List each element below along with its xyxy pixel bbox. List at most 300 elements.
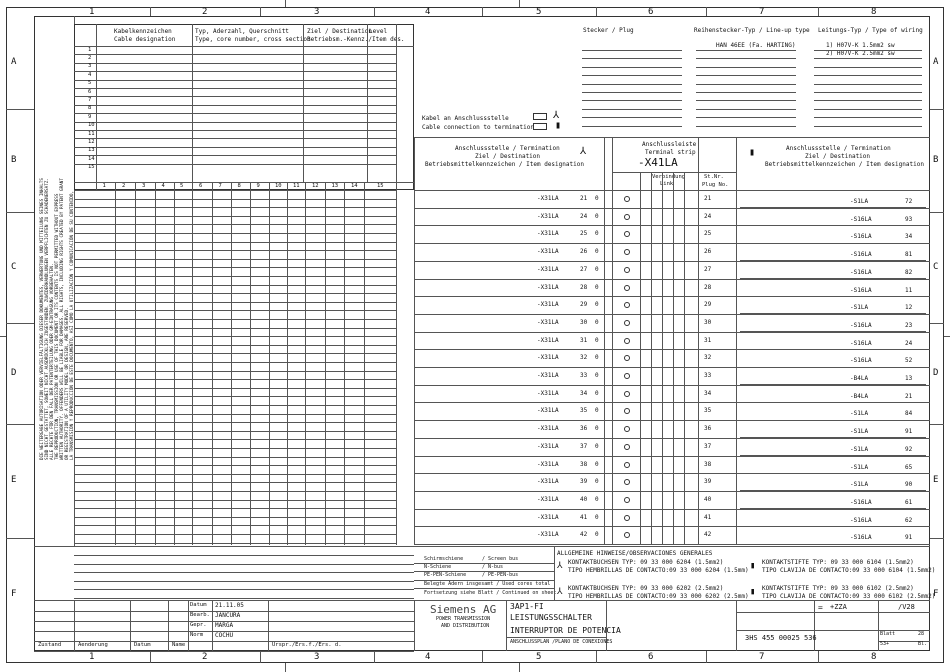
bottom-row xyxy=(74,598,414,599)
left-terminal-number: 29 xyxy=(580,301,588,309)
rule-line xyxy=(673,172,674,545)
cable-row-line xyxy=(74,155,396,156)
rule-line xyxy=(414,588,554,589)
socket-symbol-icon: ⅄ xyxy=(557,587,563,597)
right-underline xyxy=(740,260,926,261)
rule-line xyxy=(96,24,97,190)
term-header-top xyxy=(414,137,930,138)
drawing-number: 3HS 455 00025 536 xyxy=(745,634,817,642)
grid-row-label: E xyxy=(11,475,17,485)
terminal-circle xyxy=(624,373,630,379)
bottom-row xyxy=(74,581,414,582)
cable-grid-row xyxy=(74,405,396,406)
rule-line xyxy=(698,137,699,545)
datum-label: Datum xyxy=(190,602,207,608)
left-terminal-number: 26 xyxy=(580,248,588,256)
grid-tick xyxy=(6,424,34,425)
equip-value: +ZZA xyxy=(830,603,847,611)
cable-grid-row xyxy=(74,233,396,234)
right-underline xyxy=(740,296,926,297)
cable-col-number: 12 xyxy=(312,183,319,189)
cable-col-number: 9 xyxy=(256,183,260,189)
cable-col-number: 11 xyxy=(293,183,300,189)
title-line: INTERRUPTOR DE POTENCIA xyxy=(510,626,621,635)
norm-label: Norm xyxy=(190,632,204,638)
rule-line xyxy=(612,137,613,545)
left-item-designation: -X31LA xyxy=(537,531,559,539)
grid-tick xyxy=(706,7,707,16)
center-mark xyxy=(0,336,6,337)
plug-line xyxy=(696,58,796,59)
zustand-label: Zustand xyxy=(38,642,62,648)
wiring-header: Leitungs-Typ / Type of wiring xyxy=(818,27,923,34)
norm-value: COCHU xyxy=(215,632,234,639)
legend-kabel: Kabel an Anschlussstelle xyxy=(422,115,509,122)
bottom-row xyxy=(74,572,414,573)
note: TIPO CLAVIJA DE CONTACTO:09 33 000 6102 (2.5mm2) xyxy=(762,593,936,600)
terminal-number: 26 xyxy=(704,248,712,256)
left-item-designation: -X31LA xyxy=(537,407,559,415)
cable-grid-row xyxy=(74,517,396,518)
used-cores-label: Belegte Adern insgesamt / Used cores total xyxy=(424,581,551,587)
rule-line xyxy=(268,600,269,651)
left-terminal-number: 24 xyxy=(580,212,588,220)
cable-row-number: 10 xyxy=(88,122,95,129)
blatt-value: 28 xyxy=(918,631,925,637)
right-terminal-number: 93 xyxy=(905,215,913,223)
cable-grid-row xyxy=(74,207,396,208)
plug-line xyxy=(814,67,922,68)
bearb-label: Bearb. xyxy=(190,612,210,618)
pe-bus-label: PE-PEN-Schiene xyxy=(424,572,467,578)
terminal-circle xyxy=(624,515,630,521)
socket-symbol-icon: ⅄ xyxy=(553,110,560,121)
pin-symbol-icon: ▮ xyxy=(555,120,562,131)
cable-grid-row xyxy=(74,431,396,432)
terminal-number: 40 xyxy=(704,495,712,503)
grid-tick xyxy=(260,7,261,16)
grid-row-label: F xyxy=(933,588,939,599)
terminal-circle xyxy=(624,462,630,468)
rule-line xyxy=(396,182,397,545)
cable-col-number: 4 xyxy=(161,183,165,189)
cable-grid-row xyxy=(74,448,396,449)
aenderung-label: Aenderung xyxy=(78,642,108,648)
terminal-number: 30 xyxy=(704,318,712,326)
legal-note-line: OR REGISTRATION OF A UTILITY MODEL OR DESIGN, ARE RESERVED. xyxy=(65,307,70,460)
cable-grid-row xyxy=(74,457,396,458)
division: POWER TRANSMISSION xyxy=(436,616,491,622)
rule-line xyxy=(188,600,189,651)
grid-col-label: 4 xyxy=(425,652,431,662)
left-terminal-number: 28 xyxy=(580,283,588,291)
grid-tick xyxy=(150,7,151,16)
grid-row-label: C xyxy=(933,261,939,272)
cable-row-line xyxy=(74,71,396,72)
grid-tick xyxy=(374,7,375,16)
right-terminal-number: 84 xyxy=(905,410,913,418)
grid-tick xyxy=(930,323,944,324)
rule-line xyxy=(736,612,930,613)
cable-col-number: 6 xyxy=(199,183,203,189)
cable-grid-row xyxy=(74,465,396,466)
right-terminal-number: 13 xyxy=(905,375,913,382)
terminal-circle xyxy=(624,338,630,344)
cable-col-number: 5 xyxy=(180,183,184,189)
terminal-number: 34 xyxy=(704,389,712,397)
plug-line xyxy=(814,58,922,59)
right-terminal-number: 91 xyxy=(905,428,913,436)
cable-grid-row xyxy=(74,242,396,243)
cable-designation-header: Cable designation xyxy=(114,36,176,43)
note: KONTAKTBUCHSEN TYP: 09 33 000 6204 (1.5mm2) xyxy=(568,559,724,566)
left-digit: 0 xyxy=(595,478,599,486)
cable-grid-row xyxy=(74,396,396,397)
cable-col-number: 2 xyxy=(122,183,126,189)
plug-line xyxy=(696,75,796,76)
grid-tick xyxy=(596,651,597,663)
plug-line xyxy=(814,50,922,51)
bottom-row xyxy=(74,589,414,590)
terminal-number: 33 xyxy=(704,372,712,379)
cable-row-line xyxy=(74,105,396,106)
note: KONTAKTBUCHSEN TYP: 09 33 000 6202 (2.5mm2) xyxy=(568,585,724,592)
rule-line xyxy=(604,137,605,545)
right-terminal-number: 72 xyxy=(905,198,913,205)
cable-col-number: 13 xyxy=(331,183,339,189)
cable-row-line xyxy=(74,138,396,139)
cable-grid-row xyxy=(74,388,396,389)
destination-header: Betriebsm.-Kennz./Item des. xyxy=(307,36,405,43)
terminal-circle xyxy=(624,444,630,450)
left-item-designation: -X31LA xyxy=(537,283,559,291)
right-terminal-number: 82 xyxy=(905,268,913,276)
grid-tick xyxy=(930,424,944,425)
grid-col-label: 5 xyxy=(536,652,542,662)
right-terminal-number: 24 xyxy=(905,339,913,347)
right-underline xyxy=(740,331,926,332)
left-item-designation: -X31LA xyxy=(537,248,559,256)
plug-line xyxy=(696,117,796,118)
cable-grid-row xyxy=(74,508,396,509)
plug-line xyxy=(814,117,922,118)
terminal-strip-header: Terminal strip xyxy=(645,149,696,156)
right-item-designation: -S16LA xyxy=(850,251,872,259)
right-terminal-number: 92 xyxy=(905,445,913,453)
sheet-ref: /V28 xyxy=(898,603,915,611)
left-digit: 0 xyxy=(595,283,599,291)
rule-line xyxy=(506,600,507,651)
right-item-designation: -S16LA xyxy=(850,534,872,542)
grid-row-label: B xyxy=(11,154,17,165)
wiring-value: 1) H07V-K 1.5mm2 sw xyxy=(826,42,895,49)
cable-row-line xyxy=(74,63,396,64)
grid-tick xyxy=(930,538,944,539)
left-digit: 0 xyxy=(595,495,599,503)
rule-line xyxy=(414,600,415,651)
rule-line xyxy=(367,24,368,182)
cable-grid-row xyxy=(74,543,396,544)
cable-row-line xyxy=(74,96,396,97)
right-item-designation: -S1LA xyxy=(850,198,869,205)
center-mark xyxy=(519,663,520,672)
rule-line xyxy=(130,600,131,651)
left-terminal-number: 36 xyxy=(580,425,588,433)
cable-grid-row xyxy=(74,379,396,380)
legal-note-line: THE REPRODUCTION, TRANSMISSION OR USE OF THIS DOCUMENT OR ITS CONTENTS IS NOT PERMITTED WITHOUT EXPRESS xyxy=(55,193,60,460)
continued-label: Fortsetzung siehe Blatt / Continued on sheet xyxy=(424,590,557,596)
right-underline xyxy=(740,473,926,474)
note: TIPO HEMBRILLAS DE CONTACTO:09 33 000 6204 (1.5mm) xyxy=(568,567,749,574)
right-terminal-number: 61 xyxy=(905,498,913,506)
cable-row-line xyxy=(74,122,396,123)
grid-row-label: B xyxy=(933,154,939,165)
right-underline xyxy=(740,455,926,456)
terminal-circle xyxy=(624,497,630,503)
right-item-designation: -S16LA xyxy=(850,215,872,223)
rule-line xyxy=(878,600,879,651)
plug-line xyxy=(814,126,922,127)
cable-grid-row xyxy=(74,199,396,200)
right-item-designation: -S16LA xyxy=(850,339,872,347)
title-row xyxy=(34,600,414,601)
right-terminal-number: 11 xyxy=(905,286,913,294)
cable-row-number: 2 xyxy=(88,54,92,61)
bottom-top xyxy=(34,546,930,547)
plug-line xyxy=(582,92,682,93)
right-item-designation: -S16LA xyxy=(850,286,872,294)
rule-line xyxy=(612,172,736,173)
cable-row-number: 3 xyxy=(88,63,92,70)
left-terminal-number: 27 xyxy=(580,265,588,273)
center-mark xyxy=(285,0,286,7)
socket-symbol-icon: ⅄ xyxy=(580,146,587,157)
drawing-code: 3AP1-FI xyxy=(510,602,544,611)
plug-line xyxy=(814,92,922,93)
destination-header: Ziel / Destination xyxy=(307,28,373,35)
rule-line xyxy=(684,172,685,545)
level-header: Level xyxy=(369,28,388,35)
cable-grid-row xyxy=(74,371,396,372)
left-digit: 0 xyxy=(595,265,599,273)
cable-col-number: 10 xyxy=(275,183,282,189)
plug-line xyxy=(582,50,682,51)
subtitle: ANSCHLUSSPLAN /PLANO DE CONEXIONES xyxy=(510,639,613,645)
rule-line xyxy=(192,24,193,182)
link-header: Verbindung xyxy=(652,174,686,180)
rule-line xyxy=(74,182,414,183)
grid-col-label: 7 xyxy=(759,652,765,662)
legend-box-closed xyxy=(533,123,547,130)
terminal-circle xyxy=(624,285,630,291)
right-terminal-number: 23 xyxy=(905,321,913,329)
left-digit: 0 xyxy=(595,389,599,397)
terminal-number: 32 xyxy=(704,354,712,362)
right-terminal-number: 21 xyxy=(905,392,913,400)
rule-line xyxy=(640,172,641,545)
right-underline xyxy=(740,420,926,421)
left-item-designation: -X31LA xyxy=(537,389,559,397)
grid-row-label: A xyxy=(933,56,939,67)
right-terminal-number: 81 xyxy=(905,251,913,259)
cable-col-number: 1 xyxy=(102,183,106,189)
terminal-number: 27 xyxy=(704,265,712,273)
rule-line xyxy=(414,571,554,572)
left-item-designation: -X31LA xyxy=(537,354,559,362)
terminal-circle xyxy=(624,196,630,202)
grid-tick xyxy=(818,7,819,16)
left-item-designation: -X31LA xyxy=(537,478,559,486)
grid-col-label: 3 xyxy=(314,7,320,17)
left-item-designation: -X31LA xyxy=(537,230,559,238)
screen-bus-label: Schirmschiene xyxy=(424,556,464,562)
pin-symbol-icon: ▮ xyxy=(749,147,756,158)
legal-note-line: DIE WEITERGABE AUTORISATION ODER VERVIELFÄLTIGUNG DIESER DOKUMENTES, VERWERTUNG UND MITTEILUNG SEINES INHALTS xyxy=(40,178,45,460)
cable-grid-row xyxy=(74,293,396,294)
note: TIPO CLAVIJA DE CONTACTO:09 33 000 6104 (1.5mm2) xyxy=(762,567,936,574)
legend-box-open xyxy=(533,113,547,120)
terminal-number: 39 xyxy=(704,478,712,486)
cable-row-number: 4 xyxy=(88,71,92,78)
cable-row-line xyxy=(74,164,396,165)
datum2-label: Datum xyxy=(134,642,151,648)
terminal-number: 41 xyxy=(704,513,712,521)
left-term-header: Betriebsmittelkennzeichen / Item designation xyxy=(425,161,584,168)
grid-row-label: F xyxy=(11,588,17,599)
legal-note-line: ALLE RECHTE FÜR DEN FALL DER PATENTERTEILUNG ODER GM-EINTRAGUNG VORBEHALTEN. xyxy=(50,263,55,460)
left-terminal-number: 32 xyxy=(580,354,588,362)
plug-header: Stecker / Plug xyxy=(583,27,634,34)
cable-row-number: 7 xyxy=(88,96,92,103)
bottom-row xyxy=(74,555,414,556)
grid-col-label: 2 xyxy=(202,7,208,17)
left-terminal-number: 38 xyxy=(580,460,588,468)
terminal-number: 25 xyxy=(704,230,712,238)
center-mark xyxy=(519,0,520,7)
grid-row-label: E xyxy=(933,475,939,485)
left-item-designation: -X31LA xyxy=(537,513,559,521)
left-term-header: Anschlussstelle / Termination xyxy=(455,145,560,152)
terminal-number: 38 xyxy=(704,460,712,468)
cable-col-number: 3 xyxy=(142,183,146,189)
grid-col-label: 5 xyxy=(536,7,542,17)
right-item-designation: -S16LA xyxy=(850,498,872,506)
grid-col-label: 8 xyxy=(871,652,877,662)
left-term-header: Ziel / Destination xyxy=(475,153,541,160)
rule-line xyxy=(168,600,169,651)
grid-col-label: 1 xyxy=(89,7,95,17)
grid-tick xyxy=(818,651,819,663)
right-item-designation: -S1LA xyxy=(850,445,869,453)
link-header: Link xyxy=(660,181,674,187)
cable-row-line xyxy=(74,88,396,89)
gepr-value: MARGA xyxy=(215,622,234,629)
grid-tick xyxy=(374,651,375,663)
right-terminal-number: 65 xyxy=(905,463,913,471)
lineup-value: HAN 46EE (Fa. HARTING) xyxy=(716,42,796,49)
left-item-designation: -X31LA xyxy=(537,212,559,220)
grid-tick xyxy=(596,7,597,16)
right-terminal-number: 52 xyxy=(905,357,913,365)
left-item-designation: -X31LA xyxy=(537,195,559,202)
right-terminal-number: 34 xyxy=(905,233,913,241)
cable-grid-row xyxy=(74,336,396,337)
right-term-header: Betriebsmittelkennzeichen / Item designation xyxy=(765,161,924,168)
cable-grid-row xyxy=(74,500,396,501)
note: KONTAKTSTIFTE TYP: 09 33 000 6102 (2.5mm2) xyxy=(762,585,914,592)
cable-row-number: 9 xyxy=(88,113,92,120)
cable-grid-row xyxy=(74,491,396,492)
cable-grid-row xyxy=(74,285,396,286)
plug-line xyxy=(696,109,796,110)
left-item-designation: -X31LA xyxy=(537,442,559,450)
terminal-number: 42 xyxy=(704,531,712,539)
left-digit: 0 xyxy=(595,407,599,415)
left-terminal-number: 30 xyxy=(580,318,588,326)
right-item-designation: -S16LA xyxy=(850,268,872,276)
term-header-bottom xyxy=(414,190,930,191)
company-name: Siemens AG xyxy=(430,603,497,616)
cable-row-line xyxy=(74,130,396,131)
plug-line xyxy=(696,100,796,101)
rule-line xyxy=(212,600,213,651)
terminal-number: 35 xyxy=(704,407,712,415)
left-terminal-number: 21 xyxy=(580,195,588,202)
right-underline xyxy=(740,367,926,368)
cable-grid-row xyxy=(74,534,396,535)
cable-row-line xyxy=(74,54,396,55)
right-underline xyxy=(740,349,926,350)
right-underline xyxy=(740,526,926,527)
grid-tick xyxy=(930,212,944,213)
terminal-number: 21 xyxy=(704,195,712,202)
cable-row-number: 5 xyxy=(88,80,92,87)
left-digit: 0 xyxy=(595,318,599,326)
cable-col-number: 7 xyxy=(218,183,222,189)
plug-no-header: St.Nr. xyxy=(704,174,724,180)
plug-line xyxy=(582,58,682,59)
terminal-number: 37 xyxy=(704,442,712,450)
pe-bus-label: / PE-PEN-bus xyxy=(482,572,519,578)
urspr-label: Urspr./Ers.f./Ers. d. xyxy=(272,642,342,648)
cable-row-number: 11 xyxy=(88,130,95,137)
terminal-number: 36 xyxy=(704,425,712,433)
cable-grid-row xyxy=(74,525,396,526)
cable-grid-row xyxy=(74,345,396,346)
n-bus-label: N-Schiene xyxy=(424,564,452,570)
rule-line xyxy=(662,172,663,545)
right-item-designation: -S1LA xyxy=(850,304,869,312)
left-digit: 0 xyxy=(595,442,599,450)
bl-prefix: 53+ xyxy=(880,641,890,647)
rule-line xyxy=(736,630,930,631)
plug-line xyxy=(582,67,682,68)
legend-cable: Cable connection to termination xyxy=(422,124,534,131)
plug-line xyxy=(582,109,682,110)
rule-line xyxy=(414,580,554,581)
right-term-header: Ziel / Destination xyxy=(805,153,871,160)
legal-note-line: SIND NICHT GESTATTET, SOWEIT NICHT AUSDRÜCKLICH ZUGESTANDEN. ZUWIDERHANDLUNGEN VERPFLICHTEN ZU SCHADENERSATZ. xyxy=(45,178,50,460)
terminal-number: 28 xyxy=(704,283,712,291)
grid-tick xyxy=(6,538,34,539)
name-label: Name xyxy=(172,642,186,648)
n-bus-label: / N-bus xyxy=(482,564,504,570)
cable-col-number: 8 xyxy=(237,183,241,189)
left-item-designation: -X31LA xyxy=(537,495,559,503)
right-terminal-number: 91 xyxy=(905,534,913,542)
left-item-designation: -X31LA xyxy=(537,301,559,309)
terminal-circle xyxy=(624,267,630,273)
